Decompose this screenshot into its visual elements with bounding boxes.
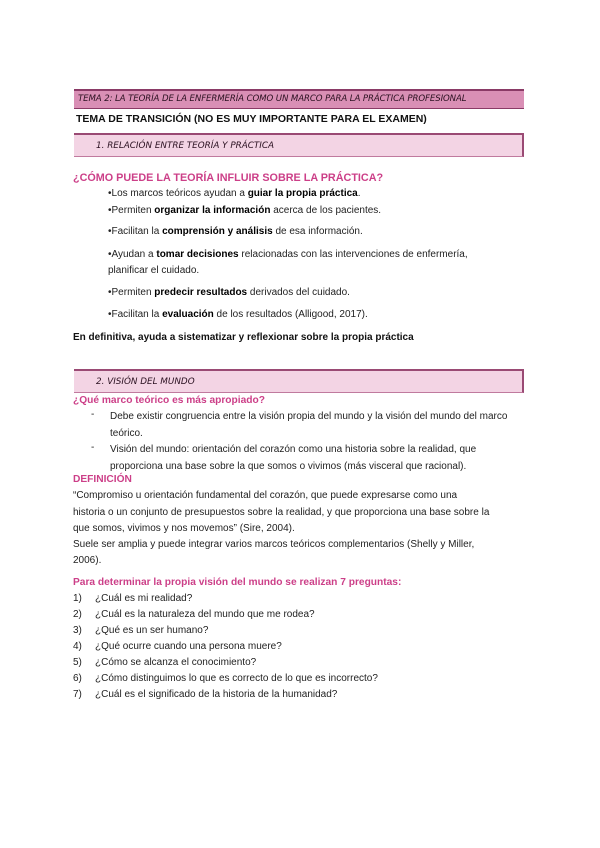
question-item: 4) ¿Qué ocurre cuando una persona muere? — [73, 641, 282, 652]
definition-note: 2006). — [73, 555, 102, 566]
question-item: 1) ¿Cuál es mi realidad? — [73, 593, 193, 604]
question-item: 6) ¿Cómo distinguimos lo que es correcto de lo que es incorrecto? — [73, 673, 378, 684]
bullet-item: •Ayudan a tomar decisiones relacionadas con las intervenciones de enfermería, — [108, 249, 468, 260]
bullet-item: •Facilitan la evaluación de los resultados (Alligood, 2017). — [108, 309, 368, 320]
definition-line: que somos, vivimos y nos movemos” (Sire, 2004). — [73, 523, 295, 534]
section-1-heading: 1. RELACIÓN ENTRE TEORÍA Y PRÁCTICA — [96, 141, 275, 151]
question-item: 2) ¿Cuál es la naturaleza del mundo que me rodea? — [73, 609, 315, 620]
section-1-banner — [74, 133, 524, 157]
section-2-question: ¿Qué marco teórico es más apropiado? — [73, 395, 265, 406]
bullet-item: •Permiten organizar la información acerca de los pacientes. — [108, 205, 382, 216]
questions-intro: Para determinar la propia visión del mundo se realizan 7 preguntas: — [73, 577, 402, 588]
section-2-heading: 2. VISIÓN DEL MUNDO — [96, 377, 195, 387]
definition-line: historia o un conjunto de presupuestos sobre la realidad, y que proporciona una base sobre la — [73, 507, 490, 518]
definition-note: Suele ser amplia y puede integrar varios marcos teóricos complementarios (Shelly y Miller, — [73, 539, 475, 550]
section-1-conclusion: En definitiva, ayuda a sistematizar y reflexionar sobre la propia práctica — [73, 332, 414, 343]
definition-line: “Compromiso u orientación fundamental del corazón, que puede expresarse como una — [73, 490, 458, 501]
document-subtitle: TEMA DE TRANSICIÓN (NO ES MUY IMPORTANTE PARA EL EXAMEN) — [76, 113, 427, 125]
bullet-item: •Facilitan la comprensión y análisis de esa información. — [108, 226, 363, 237]
title-banner — [74, 89, 524, 109]
section-1-question: ¿CÓMO PUEDE LA TEORÍA INFLUIR SOBRE LA PRÁCTICA? — [73, 172, 384, 184]
document-title: TEMA 2: LA TEORÍA DE LA ENFERMERÍA COMO UN MARCO PARA LA PRÁCTICA PROFESIONAL — [78, 94, 467, 104]
bullet-item: •Los marcos teóricos ayudan a guiar la propia práctica. — [108, 188, 361, 199]
bullet-item-continuation: planificar el cuidado. — [108, 265, 200, 276]
document-page: TEMA 2: LA TEORÍA DE LA ENFERMERÍA COMO UN MARCO PARA LA PRÁCTICA PROFESIONAL TEMA DE TRANSICIÓN (NO ES MUY IMPORTANTE PARA EL EXAMEN) 1. RELACIÓN ENTRE TEORÍA Y PRÁCTICA ¿CÓMO PUEDE LA TEORÍA INFLUIR SOBRE LA PRÁCTICA? •Los marcos teóricos ayudan a guiar la propia práctica. •Permiten organizar la información acerca de los pacientes. •Facilitan la comprensión y análisis de esa información. •Ayudan a tomar decisiones relacionadas con las intervenciones de enfermería, planificar el cuidado. •Permiten predecir resultados derivados del cuidado. •Facilitan la evaluación de los resultados (Alligood, 2017). En definitiva, ayuda a sistematizar y reflexionar sobre la propia práctica 2. VISIÓN DEL MUNDO ¿Qué marco teórico es más apropiado? - Debe existir congruencia entre la visión propia del mundo y la visión del mundo del marco teórico. - Visión del mundo: orientación del corazón como una historia sobre la realidad, que proporciona una base sobre la que somos o vivimos (más visceral que racional). DEFINICIÓN “Compromiso u orientación fundamental del corazón, que puede expresarse como una historia o un conjunto de presupuestos sobre la realidad, y que proporciona una base sobre la que somos, vivimos y nos movemos” (Sire, 2004). Suele ser amplia y puede integrar varios marcos teóricos complementarios (Shelly y Miller, 2006). Para determinar la propia visión del mundo se realizan 7 preguntas: 1) ¿Cuál es mi realidad? 2) ¿Cuál es la naturaleza del mundo que me rodea? 3) ¿Qué es un ser humano? 4) ¿Qué ocurre cuando una persona muere? 5) ¿Cómo se alcanza el conocimiento? 6) ¿Cómo distinguimos lo que es correcto de lo que es incorrecto? 7) ¿Cuál es el significado de la historia de la humanidad? — [0, 0, 600, 848]
question-item: 7) ¿Cuál es el significado de la historia de la humanidad? — [73, 689, 338, 700]
definition-label: DEFINICIÓN — [73, 474, 132, 485]
bullet-item: •Permiten predecir resultados derivados del cuidado. — [108, 287, 350, 298]
question-item: 5) ¿Cómo se alcanza el conocimiento? — [73, 657, 257, 668]
question-item: 3) ¿Qué es un ser humano? — [73, 625, 209, 636]
section-2-banner — [74, 369, 524, 393]
